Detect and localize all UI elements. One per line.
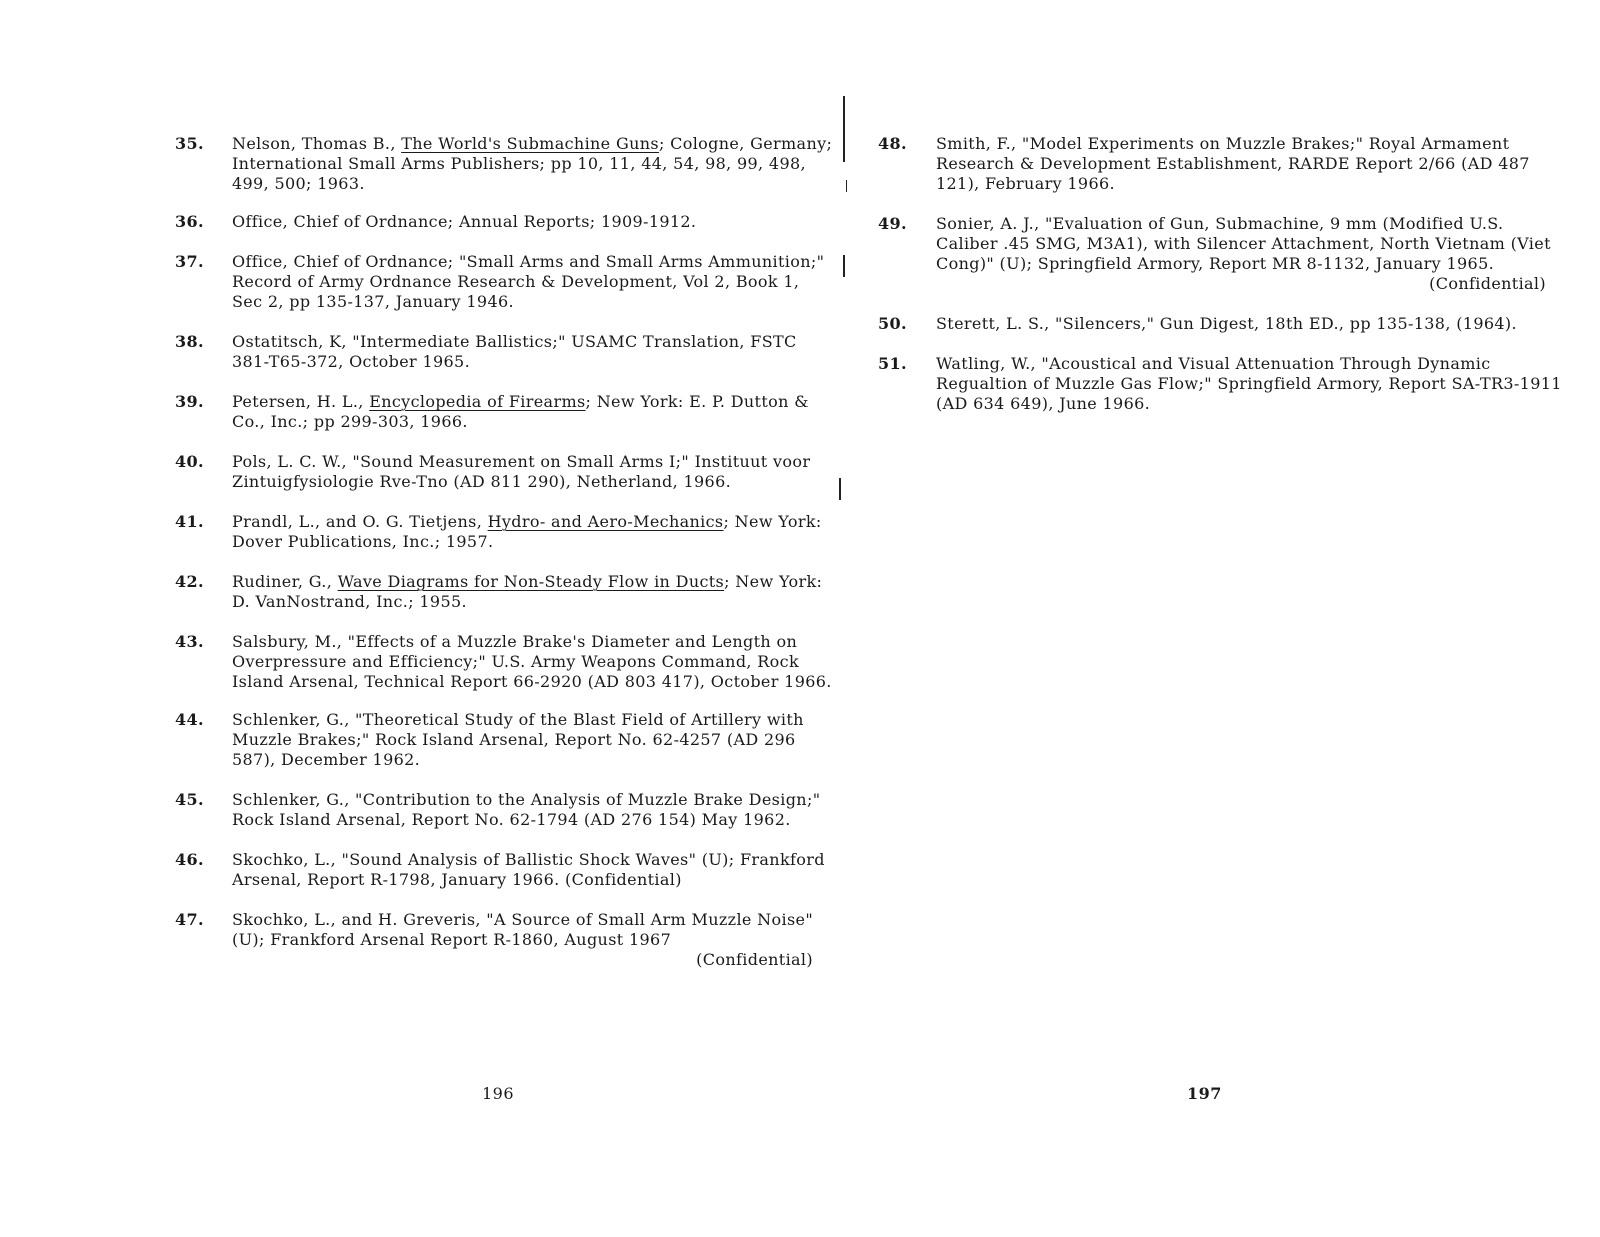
reference-number: 49.	[878, 214, 907, 233]
right-page-number: 197	[1187, 1084, 1222, 1103]
reference-text-segment: Schlenker, G., "Contribution to the Analysis of Muzzle Brake Design;" Rock Island Arsenal, Report No. 62-1794 (AD 276 154) May 1962.	[232, 790, 821, 829]
reference-number: 39.	[175, 392, 204, 411]
reference-entry	[175, 710, 835, 770]
reference-text-segment: Schlenker, G., "Theoretical Study of the Blast Field of Artillery with Muzzle Brakes;" Rock Island Arsenal, Report No. 62-4257 (AD 296 587), December 1962.	[232, 710, 804, 769]
reference-text-segment: Watling, W., "Acoustical and Visual Attenuation Through Dynamic Regualtion of Muzzle Gas Flow;" Springfield Armory, Report SA-TR3-1911 (AD 634 649), June 1966.	[936, 354, 1562, 413]
reference-number: 38.	[175, 332, 204, 351]
reference-text	[232, 452, 835, 492]
reference-entry	[175, 790, 835, 830]
reference-number: 40.	[175, 452, 204, 471]
reference-text-segment: ; New York: D. VanNostrand, Inc.; 1955.	[232, 572, 823, 611]
revision-bar	[839, 478, 841, 500]
reference-number: 36.	[175, 212, 204, 231]
reference-text-segment: Petersen, H. L.,	[232, 392, 370, 411]
reference-entry	[878, 214, 1568, 294]
reference-number: 46.	[175, 850, 204, 869]
reference-text	[936, 214, 1568, 294]
reference-text-segment: Prandl, L., and O. G. Tietjens,	[232, 512, 488, 531]
reference-text	[232, 632, 835, 692]
right-page-references	[878, 134, 1568, 434]
reference-text	[232, 790, 835, 830]
reference-number: 51.	[878, 354, 907, 373]
reference-text	[936, 354, 1568, 414]
reference-entry	[878, 354, 1568, 414]
left-page-references	[175, 134, 835, 990]
reference-entry	[175, 572, 835, 612]
reference-text	[232, 910, 835, 970]
reference-number: 48.	[878, 134, 907, 153]
reference-number: 35.	[175, 134, 204, 153]
reference-text	[232, 332, 835, 372]
reference-entry	[175, 332, 835, 372]
reference-text	[232, 512, 835, 552]
reference-entry	[878, 134, 1568, 194]
revision-bar	[846, 180, 847, 192]
reference-number: 44.	[175, 710, 204, 729]
reference-entry	[175, 392, 835, 432]
reference-text-segment: Skochko, L., "Sound Analysis of Ballistic Shock Waves" (U); Frankford Arsenal, Report R-1798, January 1966. (Confidential)	[232, 850, 825, 889]
reference-entry	[878, 314, 1568, 334]
classification-note: (Confidential)	[1429, 274, 1546, 293]
reference-text-segment: Rudiner, G.,	[232, 572, 338, 591]
reference-text	[232, 710, 835, 770]
reference-text-segment: Ostatitsch, K, "Intermediate Ballistics;" USAMC Translation, FSTC 381-T65-372, October 1965.	[232, 332, 797, 371]
reference-text-segment: Skochko, L., and H. Greveris, "A Source of Small Arm Muzzle Noise" (U); Frankford Arsenal Report R-1860, August 1967	[232, 910, 814, 949]
revision-bar	[843, 255, 845, 277]
reference-number: 47.	[175, 910, 204, 929]
reference-text	[232, 134, 835, 194]
reference-title-underlined: Hydro- and Aero-Mechanics	[487, 512, 724, 531]
reference-text-segment: Nelson, Thomas B.,	[232, 134, 402, 153]
reference-entry	[175, 512, 835, 552]
reference-number: 42.	[175, 572, 204, 591]
reference-text-segment: Pols, L. C. W., "Sound Measurement on Small Arms I;" Instituut voor Zintuigfysiologie Rve-Tno (AD 811 290), Netherland, 1966.	[232, 452, 811, 491]
reference-number: 43.	[175, 632, 204, 651]
reference-title-underlined: The World's Submachine Guns	[401, 134, 659, 153]
reference-text	[232, 212, 835, 232]
reference-text-segment: ; New York: E. P. Dutton & Co., Inc.; pp 299-303, 1966.	[232, 392, 809, 431]
reference-text	[936, 314, 1568, 334]
reference-text	[232, 850, 835, 890]
reference-text	[232, 252, 835, 312]
reference-text-segment: Smith, F., "Model Experiments on Muzzle Brakes;" Royal Armament Research & Development Establishment, RARDE Report 2/66 (AD 487 121), February 1966.	[936, 134, 1530, 193]
reference-number: 50.	[878, 314, 907, 333]
reference-text-segment: Sonier, A. J., "Evaluation of Gun, Submachine, 9 mm (Modified U.S. Caliber .45 SMG, M3A1), with Silencer Attachment, North Vietnam (Viet Cong)" (U); Springfield Armory, Report MR 8-1132, January 1965.	[936, 214, 1551, 273]
left-page-number: 196	[482, 1084, 515, 1103]
reference-text	[232, 572, 835, 612]
reference-text	[936, 134, 1568, 194]
reference-text-segment: Salsbury, M., "Effects of a Muzzle Brake's Diameter and Length on Overpressure and Efficiency;" U.S. Army Weapons Command, Rock Island Arsenal, Technical Report 66-2920 (AD 803 417), October 1966.	[232, 632, 832, 691]
reference-title-underlined: Wave Diagrams for Non-Steady Flow in Ducts	[337, 572, 725, 591]
reference-text-segment: ; New York: Dover Publications, Inc.; 1957.	[232, 512, 822, 551]
reference-entry	[175, 452, 835, 492]
reference-entry	[175, 910, 835, 970]
reference-entry	[175, 134, 835, 194]
reference-entry	[175, 850, 835, 890]
reference-number: 41.	[175, 512, 204, 531]
reference-entry	[175, 632, 835, 692]
reference-number: 37.	[175, 252, 204, 271]
classification-note: (Confidential)	[696, 950, 813, 969]
reference-text-segment: Office, Chief of Ordnance; "Small Arms and Small Arms Ammunition;" Record of Army Ordnance Research & Development, Vol 2, Book 1, Sec 2, pp 135-137, January 1946.	[232, 252, 825, 311]
reference-entry	[175, 212, 835, 232]
reference-text	[232, 392, 835, 432]
reference-entry	[175, 252, 835, 312]
revision-bar	[843, 96, 845, 162]
reference-text-segment: Sterett, L. S., "Silencers," Gun Digest, 18th ED., pp 135-138, (1964).	[936, 314, 1517, 333]
reference-text-segment: Office, Chief of Ordnance; Annual Reports; 1909-1912.	[232, 212, 697, 231]
reference-number: 45.	[175, 790, 204, 809]
reference-title-underlined: Encyclopedia of Firearms	[369, 392, 586, 411]
reference-text-segment: ; Cologne, Germany; International Small Arms Publishers; pp 10, 11, 44, 54, 98, 99, 498, 499, 500; 1963.	[232, 134, 833, 193]
